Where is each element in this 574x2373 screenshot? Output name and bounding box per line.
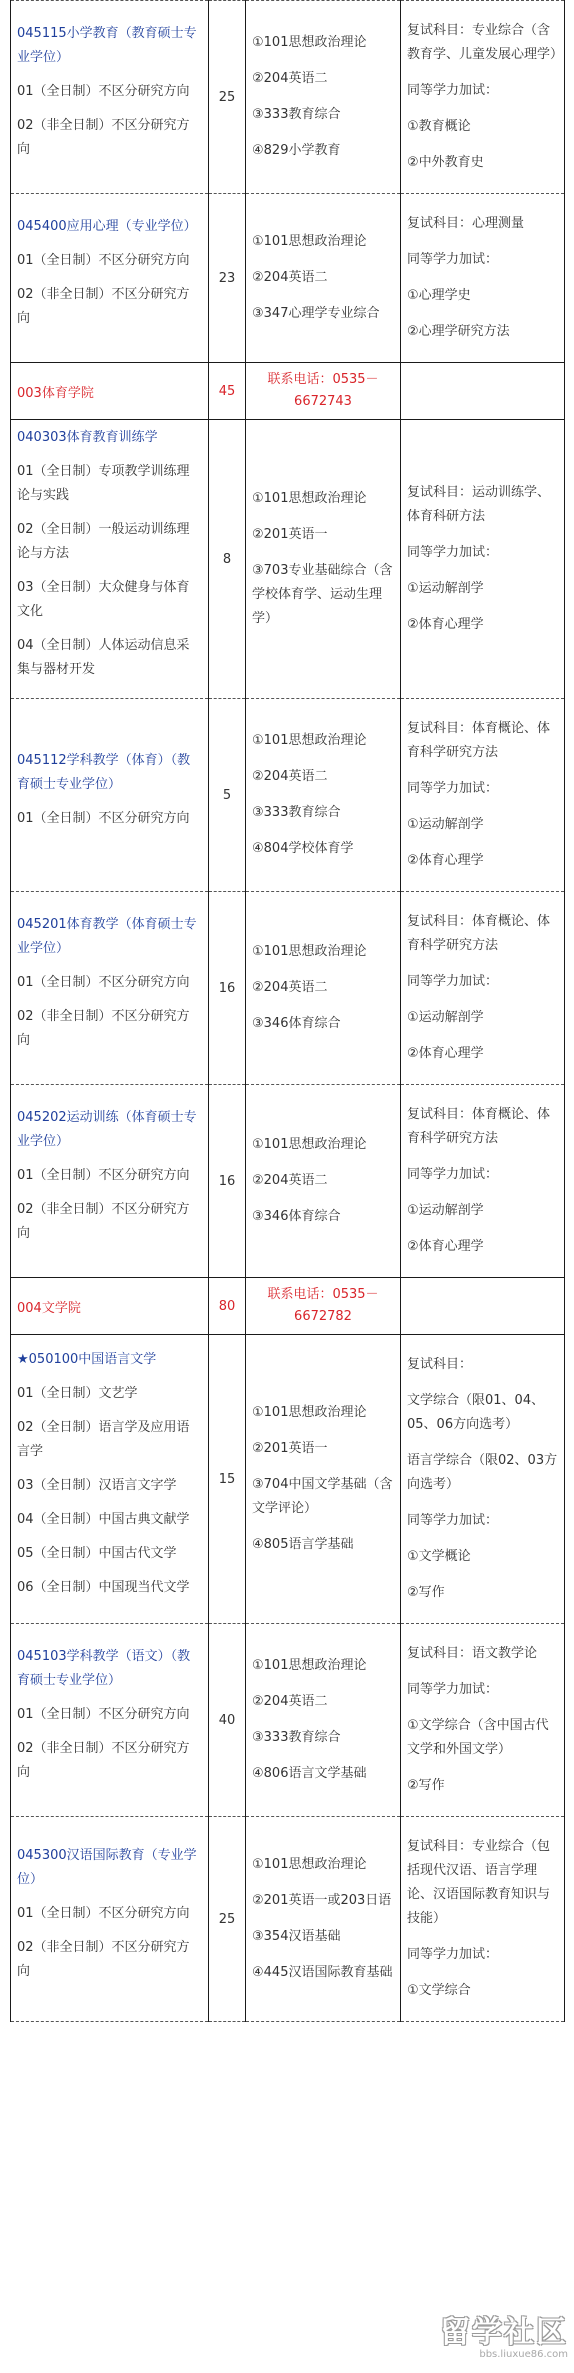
major-title: 045103学科教学（语文）（教育硕士专业学位） [17, 1649, 191, 1688]
direction-item: 02（非全日制）不区分研究方向 [17, 1940, 190, 1979]
retest-item: ②体育心理学 [407, 853, 484, 868]
direction-item: 01（全日制）专项教学训练理论与实践 [17, 464, 190, 503]
direction-item: 04（全日制）中国古典文献学 [17, 1512, 190, 1527]
watermark-url: bbs.liuxue86.com [479, 2349, 568, 2360]
direction-item: 01（全日制）不区分研究方向 [17, 811, 190, 826]
retest-item: 语言学综合（限02、03方向选考） [407, 1453, 558, 1492]
exam-subject: ④445汉语国际教育基础 [252, 1965, 393, 1980]
school-phone: 联系电话：0535－6672782 [246, 1278, 401, 1335]
exam-subject: ②201英语一 [252, 1441, 328, 1456]
direction-item: 02（非全日制）不区分研究方向 [17, 118, 190, 157]
school-name: 004文学院 [11, 1278, 209, 1335]
exam-subject: ③354汉语基础 [252, 1929, 341, 1944]
exam-subject: ①101思想政治理论 [252, 733, 367, 748]
major-title: 045115小学教育（教育硕士专业学位） [17, 26, 197, 65]
exam-subject: ②201英语一或203日语 [252, 1893, 392, 1908]
admission-table [10, 0, 565, 2022]
retest-item: ①教育概论 [407, 119, 471, 134]
direction-item: 02（非全日制）不区分研究方向 [17, 1202, 190, 1241]
retest-item: ①文学概论 [407, 1549, 471, 1564]
exam-subject: ④805语言学基础 [252, 1537, 354, 1552]
major-title: 045201体育教学（体育硕士专业学位） [17, 917, 197, 956]
school-name: 003体育学院 [11, 363, 209, 420]
major-row [11, 699, 565, 892]
major-title: 045202运动训练（体育硕士专业学位） [17, 1110, 197, 1149]
major-row [11, 194, 565, 363]
direction-item: 02（全日制）语言学及应用语言学 [17, 1420, 190, 1459]
direction-item: 01（全日制）不区分研究方向 [17, 84, 190, 99]
retest-item: 复试科目：专业综合（含教育学、儿童发展心理学） [407, 23, 564, 62]
retest-item: ②体育心理学 [407, 1046, 484, 1061]
exam-subjects-cell [246, 892, 401, 1085]
major-row [11, 892, 565, 1085]
retest-item: 同等学力加试： [407, 781, 499, 796]
retest-item: 同等学力加试： [407, 1682, 499, 1697]
exam-subject: ②201英语一 [252, 527, 328, 542]
major-cell [11, 1624, 209, 1817]
retest-cell [401, 194, 565, 363]
major-row [11, 420, 565, 699]
direction-item: 01（全日制）不区分研究方向 [17, 1707, 190, 1722]
retest-item: 复试科目： [407, 1357, 473, 1372]
school-count: 80 [209, 1278, 246, 1335]
retest-item: ②体育心理学 [407, 617, 484, 632]
retest-cell [401, 420, 565, 699]
major-cell [11, 420, 209, 699]
direction-item: 01（全日制）文艺学 [17, 1386, 138, 1401]
major-title: 040303体育教育训练学 [17, 430, 158, 445]
exam-subject: ④806语言文学基础 [252, 1766, 367, 1781]
retest-item: 同等学力加试： [407, 974, 499, 989]
direction-item: 01（全日制）不区分研究方向 [17, 1168, 190, 1183]
exam-subjects-cell [246, 699, 401, 892]
major-title: 045400应用心理（专业学位） [17, 219, 197, 234]
direction-item: 06（全日制）中国现当代文学 [17, 1580, 190, 1595]
school-phone: 联系电话：0535－6672743 [246, 363, 401, 420]
major-cell [11, 892, 209, 1085]
exam-subjects-cell [246, 1624, 401, 1817]
major-row [11, 1335, 565, 1624]
major-row [11, 1624, 565, 1817]
direction-item: 03（全日制）大众健身与体育文化 [17, 580, 190, 619]
retest-item: ②心理学研究方法 [407, 324, 510, 339]
direction-item: 03（全日制）汉语言文字学 [17, 1478, 177, 1493]
direction-item: 05（全日制）中国古代文学 [17, 1546, 177, 1561]
exam-subject: ③333教育综合 [252, 1730, 341, 1745]
exam-subject: ③704中国文学基础（含文学评论） [252, 1477, 393, 1516]
retest-item: 复试科目：心理测量 [407, 216, 525, 231]
enrollment-count: 16 [209, 892, 246, 1085]
retest-item: ①文学综合 [407, 1983, 471, 1998]
retest-item: ②体育心理学 [407, 1239, 484, 1254]
direction-item: 02（全日制）一般运动训练理论与方法 [17, 522, 190, 561]
exam-subject: ②204英语二 [252, 980, 328, 995]
direction-item: 01（全日制）不区分研究方向 [17, 975, 190, 990]
major-row [11, 1085, 565, 1278]
enrollment-count: 23 [209, 194, 246, 363]
retest-item: 复试科目：专业综合（包括现代汉语、语言学理论、汉语国际教育知识与技能） [407, 1839, 551, 1926]
major-row [11, 1, 565, 194]
school-empty-cell [401, 363, 565, 420]
exam-subject: ①101思想政治理论 [252, 1405, 367, 1420]
exam-subjects-cell [246, 1085, 401, 1278]
retest-item: 同等学力加试： [407, 545, 499, 560]
direction-item: 01（全日制）不区分研究方向 [17, 1906, 190, 1921]
exam-subjects-cell [246, 1817, 401, 2022]
exam-subject: ③333教育综合 [252, 107, 341, 122]
retest-item: 复试科目：语文教学论 [407, 1646, 538, 1661]
major-cell [11, 1085, 209, 1278]
major-cell [11, 1817, 209, 2022]
major-title: ★050100中国语言文学 [17, 1352, 157, 1367]
exam-subject: ②204英语二 [252, 1173, 328, 1188]
direction-item: 02（非全日制）不区分研究方向 [17, 1741, 190, 1780]
school-row [11, 1278, 565, 1335]
enrollment-count: 25 [209, 1, 246, 194]
major-cell [11, 1, 209, 194]
direction-item: 01（全日制）不区分研究方向 [17, 253, 190, 268]
exam-subjects-cell [246, 194, 401, 363]
retest-cell [401, 1624, 565, 1817]
retest-item: ①运动解剖学 [407, 1203, 484, 1218]
retest-item: ①运动解剖学 [407, 581, 484, 596]
exam-subject: ③346体育综合 [252, 1209, 341, 1224]
retest-cell [401, 699, 565, 892]
retest-item: ②写作 [407, 1778, 445, 1793]
exam-subjects-cell [246, 420, 401, 699]
admission-table-body [11, 1, 565, 2022]
major-cell [11, 1335, 209, 1624]
exam-subject: ①101思想政治理论 [252, 491, 367, 506]
retest-item: ①运动解剖学 [407, 817, 484, 832]
school-empty-cell [401, 1278, 565, 1335]
watermark-logo: 留学社区 [440, 2315, 568, 2350]
retest-item: 同等学力加试： [407, 252, 499, 267]
retest-item: 同等学力加试： [407, 1167, 499, 1182]
exam-subject: ①101思想政治理论 [252, 1658, 367, 1673]
enrollment-count: 8 [209, 420, 246, 699]
retest-item: 复试科目：体育概论、体育科学研究方法 [407, 721, 551, 760]
exam-subject: ④829小学教育 [252, 143, 341, 158]
exam-subject: ④804学校体育学 [252, 841, 354, 856]
retest-cell [401, 1, 565, 194]
exam-subject: ①101思想政治理论 [252, 35, 367, 50]
retest-item: ①心理学史 [407, 288, 471, 303]
exam-subject: ①101思想政治理论 [252, 1857, 367, 1872]
exam-subject: ①101思想政治理论 [252, 234, 367, 249]
retest-item: 文学综合（限01、04、05、06方向选考） [407, 1393, 545, 1432]
exam-subject: ③346体育综合 [252, 1016, 341, 1031]
exam-subjects-cell [246, 1335, 401, 1624]
enrollment-count: 5 [209, 699, 246, 892]
retest-cell [401, 1335, 565, 1624]
direction-item: 02（非全日制）不区分研究方向 [17, 1009, 190, 1048]
major-title: 045112学科教学（体育）（教育硕士专业学位） [17, 753, 191, 792]
enrollment-count: 25 [209, 1817, 246, 2022]
retest-item: 同等学力加试： [407, 83, 499, 98]
major-cell [11, 699, 209, 892]
major-row [11, 1817, 565, 2022]
retest-item: 复试科目：体育概论、体育科学研究方法 [407, 1107, 551, 1146]
retest-item: ①运动解剖学 [407, 1010, 484, 1025]
exam-subject: ①101思想政治理论 [252, 944, 367, 959]
major-title: 045300汉语国际教育（专业学位） [17, 1848, 197, 1887]
enrollment-count: 15 [209, 1335, 246, 1624]
enrollment-count: 40 [209, 1624, 246, 1817]
retest-item: ①文学综合（含中国古代文学和外国文学） [407, 1718, 549, 1757]
exam-subject: ②204英语二 [252, 1694, 328, 1709]
school-row [11, 363, 565, 420]
retest-cell [401, 892, 565, 1085]
retest-item: ②写作 [407, 1585, 445, 1600]
exam-subject: ②204英语二 [252, 71, 328, 86]
retest-item: 同等学力加试： [407, 1947, 499, 1962]
school-count: 45 [209, 363, 246, 420]
retest-item: 复试科目：运动训练学、体育科研方法 [407, 485, 551, 524]
exam-subjects-cell [246, 1, 401, 194]
exam-subject: ③333教育综合 [252, 805, 341, 820]
retest-item: 同等学力加试： [407, 1513, 499, 1528]
direction-item: 02（非全日制）不区分研究方向 [17, 287, 190, 326]
retest-cell [401, 1085, 565, 1278]
exam-subject: ②204英语二 [252, 769, 328, 784]
exam-subject: ③347心理学专业综合 [252, 306, 380, 321]
major-cell [11, 194, 209, 363]
exam-subject: ③703专业基础综合（含学校体育学、运动生理学） [252, 563, 393, 626]
enrollment-count: 16 [209, 1085, 246, 1278]
retest-item: 复试科目：体育概论、体育科学研究方法 [407, 914, 551, 953]
direction-item: 04（全日制）人体运动信息采集与器材开发 [17, 638, 190, 677]
exam-subject: ①101思想政治理论 [252, 1137, 367, 1152]
exam-subject: ②204英语二 [252, 270, 328, 285]
retest-item: ②中外教育史 [407, 155, 484, 170]
retest-cell [401, 1817, 565, 2022]
site-watermark [408, 2307, 568, 2363]
